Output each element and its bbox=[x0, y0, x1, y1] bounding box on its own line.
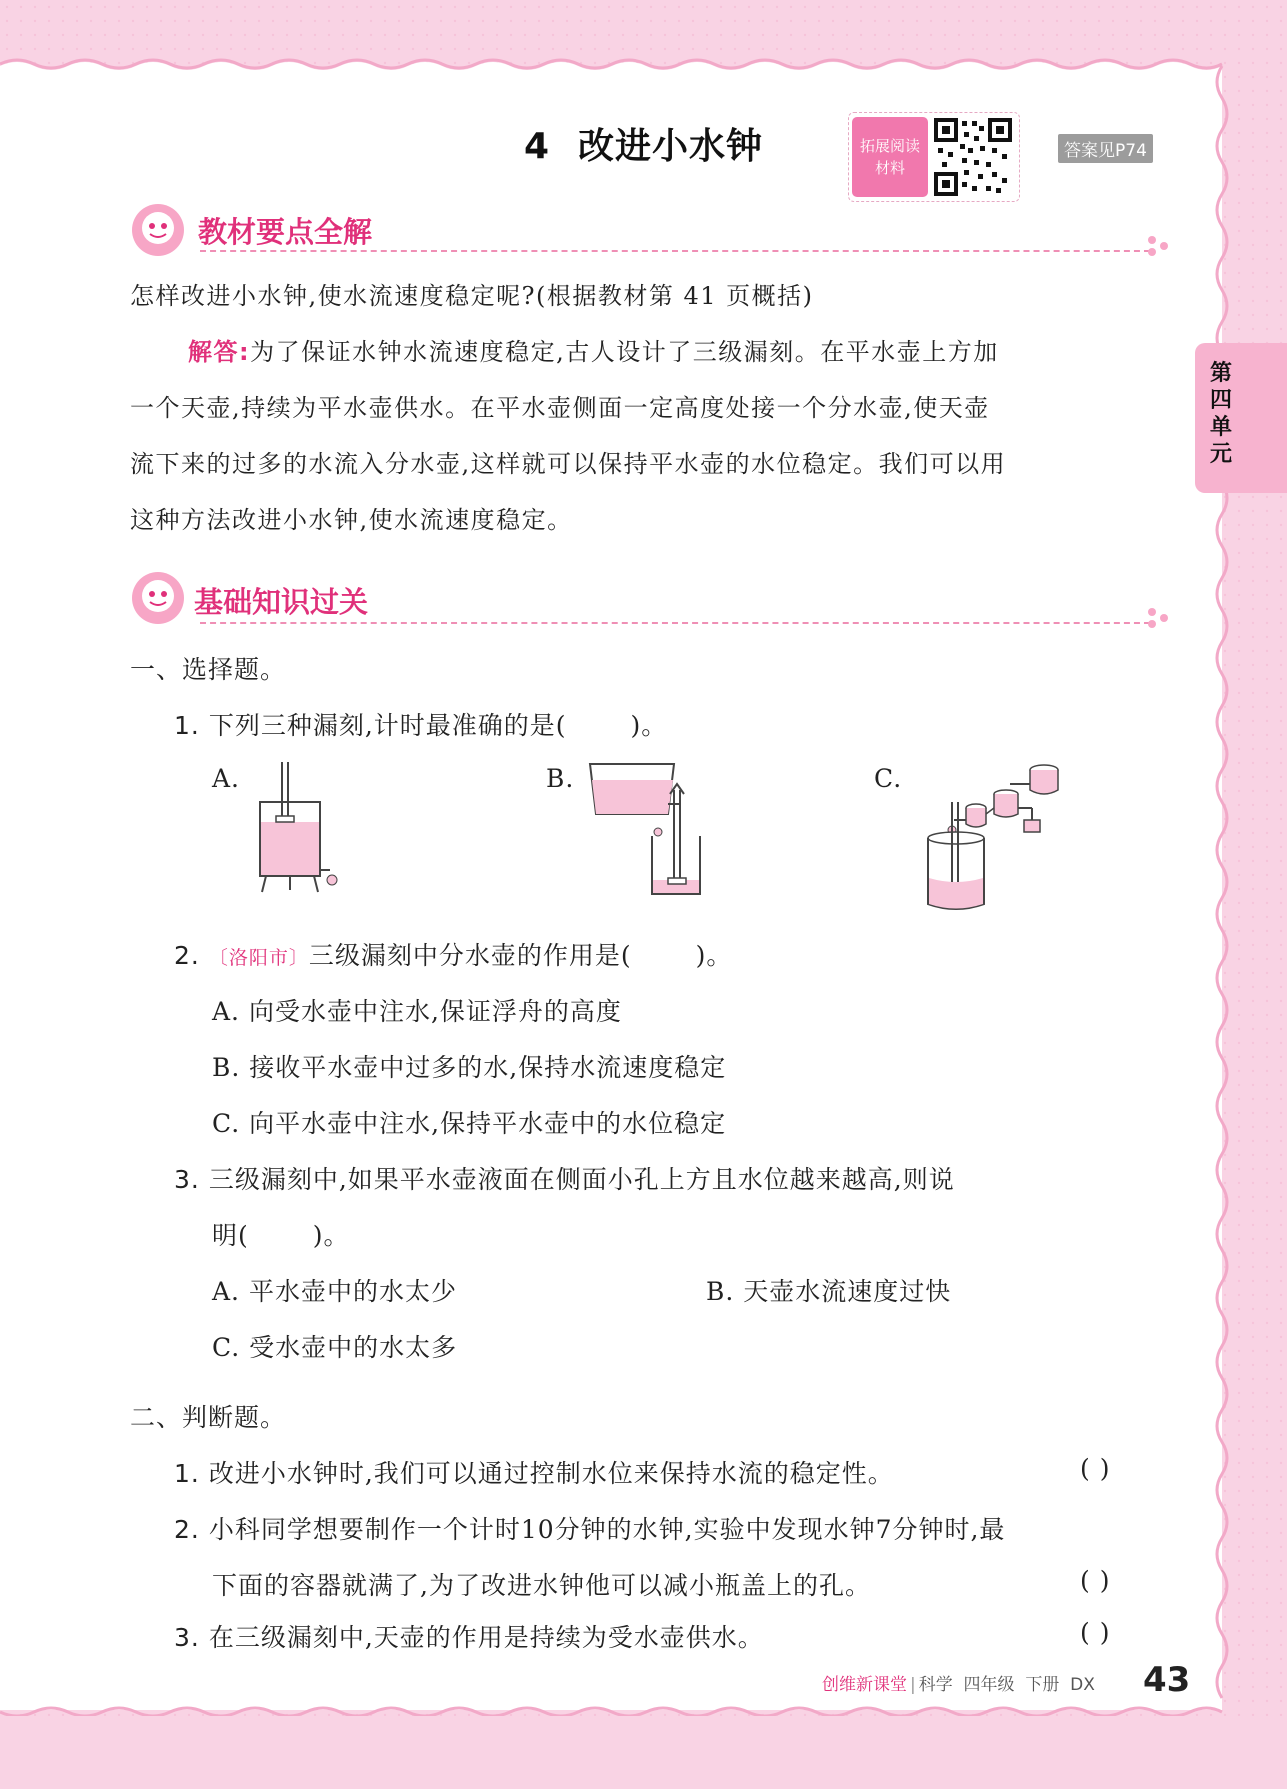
section-heading-basics: 基础知识过关 bbox=[194, 585, 369, 619]
judge-1: 1. 改进小水钟时,我们可以通过控制水位来保持水流的稳定性。 bbox=[174, 1459, 894, 1488]
judge-2-answer-blank[interactable]: ( ) bbox=[1080, 1566, 1111, 1595]
q2-option-a: A. 向受水壶中注水,保证浮舟的高度 bbox=[212, 997, 622, 1026]
lesson-number: 4 bbox=[523, 126, 551, 167]
answer-line-1: 解答:为了保证水钟水流速度稳定,古人设计了三级漏刻。在平水壶上方加 bbox=[188, 338, 999, 366]
answer-label: 解答: bbox=[188, 338, 251, 366]
unit-side-tab-label: 第 四 单 元 bbox=[1209, 361, 1232, 467]
lesson-title-text: 改进小水钟 bbox=[578, 126, 764, 167]
answer-line-3: 流下来的过多的水流入分水壶,这样就可以保持平水壶的水位稳定。我们可以用 bbox=[130, 450, 1007, 478]
q1-option-b-diagram bbox=[588, 760, 708, 906]
source-tag: 〔洛阳市〕 bbox=[208, 947, 309, 969]
question-3-line-2: 明( )。 bbox=[212, 1221, 350, 1250]
question-3-line-1: 3. 三级漏刻中,如果平水壶液面在侧面小孔上方且水位越来越高,则说 bbox=[174, 1165, 955, 1194]
section-mascot-icon-2 bbox=[128, 570, 188, 626]
q1-option-b-label: B. bbox=[546, 764, 575, 793]
section-divider-2 bbox=[200, 622, 1150, 624]
qr-code-icon[interactable] bbox=[934, 118, 1012, 196]
divider-dots-icon-2 bbox=[1146, 606, 1176, 630]
divider-dots-icon bbox=[1146, 234, 1176, 258]
answer-line-2: 一个天壶,持续为平水壶供水。在平水壶侧面一定高度处接一个分水壶,使天壶 bbox=[130, 394, 990, 422]
q1-option-a-label: A. bbox=[212, 764, 241, 793]
answer-page-reference: 答案见P74 bbox=[1058, 134, 1153, 163]
q2-option-b: B. 接收平水壶中过多的水,保持水流速度稳定 bbox=[212, 1053, 727, 1082]
judge-2-line-1: 2. 小科同学想要制作一个计时10分钟的水钟,实验中发现水钟7分钟时,最 bbox=[174, 1515, 1006, 1544]
qr-reading-label: 拓展阅读 材料 bbox=[852, 117, 928, 197]
question-1: 1. 下列三种漏刻,计时最准确的是( )。 bbox=[174, 711, 668, 740]
answer-line-4: 这种方法改进小水钟,使水流速度稳定。 bbox=[130, 506, 573, 534]
page-number: 43 bbox=[1143, 1660, 1191, 1700]
judge-1-answer-blank[interactable]: ( ) bbox=[1080, 1454, 1111, 1483]
judge-2-line-2: 下面的容器就满了,为了改进水钟他可以减小瓶盖上的孔。 bbox=[212, 1571, 871, 1600]
section-mascot-icon bbox=[128, 202, 188, 258]
q1-option-a-diagram bbox=[254, 762, 344, 898]
q3-option-b: B. 天壶水流速度过快 bbox=[706, 1277, 952, 1306]
q1-option-c-diagram bbox=[914, 758, 1074, 914]
q3-option-c: C. 受水壶中的水太多 bbox=[212, 1333, 458, 1362]
q3-option-a: A. 平水壶中的水太少 bbox=[212, 1277, 457, 1306]
q2-option-c: C. 向平水壶中注水,保持平水壶中的水位稳定 bbox=[212, 1109, 727, 1138]
q1-option-c-label: C. bbox=[874, 764, 903, 793]
question-2: 2. 〔洛阳市〕三级漏刻中分水壶的作用是( )。 bbox=[174, 941, 733, 970]
section-heading-key-points: 教材要点全解 bbox=[198, 215, 373, 249]
footer-brand: 创维新课堂 | 科学 四年级 下册 DX bbox=[822, 1675, 1095, 1695]
key-question: 怎样改进小水钟,使水流速度稳定呢?(根据教材第 41 页概括) bbox=[130, 282, 814, 310]
judge-3: 3. 在三级漏刻中,天壶的作用是持续为受水壶供水。 bbox=[174, 1623, 764, 1652]
judge-3-answer-blank[interactable]: ( ) bbox=[1080, 1618, 1111, 1647]
part-title-judge: 二、判断题。 bbox=[130, 1403, 287, 1432]
part-title-choice: 一、选择题。 bbox=[130, 655, 287, 684]
section-divider bbox=[200, 250, 1150, 252]
